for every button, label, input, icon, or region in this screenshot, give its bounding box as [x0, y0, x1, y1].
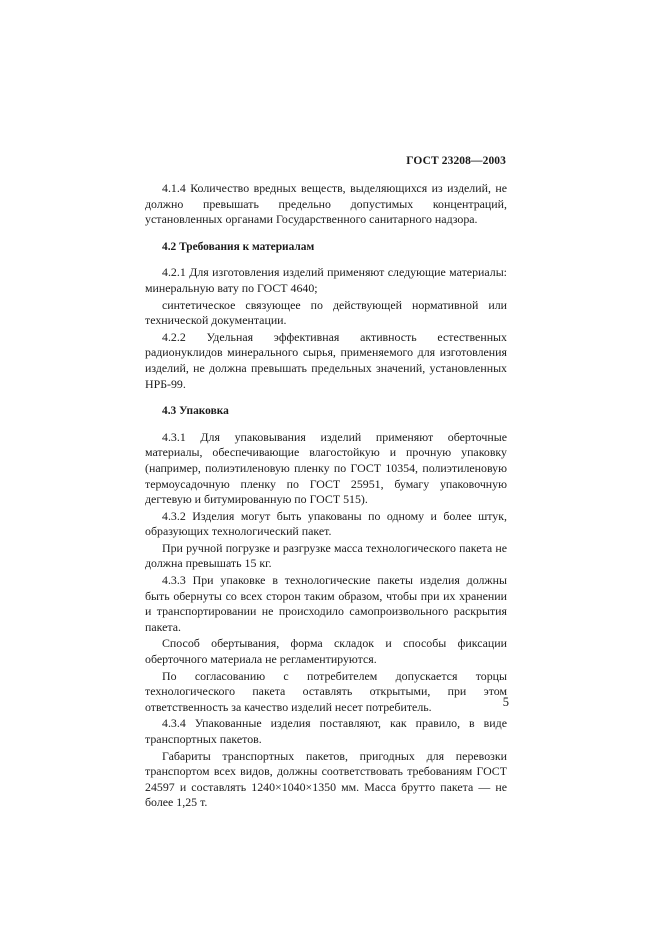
section-title-4-3: 4.3 Упаковка	[162, 405, 229, 418]
document-code: ГОСТ 23208—2003	[406, 155, 506, 167]
paragraph-4-2-1-binder: синтетическое связующее по действующей нормативной или технической документации.	[145, 297, 507, 328]
paragraph-4-3-2: 4.3.2 Изделия могут быть упакованы по одному и более штук, образующих технологический пакет.	[145, 508, 507, 539]
paragraph-4-3-3-agreement: По согласованию с потребителем допускается торцы технологического пакета оставлять открытыми, при этом ответственность за качество изделий несет потребитель.	[145, 668, 507, 714]
paragraph-4-3-1: 4.3.1 Для упаковывания изделий применяют оберточные материалы, обеспечивающие влагостойкую и прочную упаковку (например, полиэтиленовую пленку по ГОСТ 10354, полиэтиленовую термоусадочную пленку по ГОСТ 25951, бумагу упаковочную дегтевую и битумированную по ГОСТ 515).	[145, 429, 507, 507]
section-title-4-2: 4.2 Требования к материалам	[162, 240, 315, 253]
paragraph-4-3-3-method: Способ обертывания, форма складок и способы фиксации оберточного материала не регламентируются.	[145, 636, 507, 667]
paragraph-4-3-4: 4.3.4 Упакованные изделия поставляют, как правило, в виде транспортных пакетов.	[145, 716, 507, 746]
document-body	[145, 181, 507, 812]
paragraph-4-3-2-manual: При ручной погрузке и разгрузке масса технологического пакета не должна превышать 15 кг.	[145, 540, 507, 571]
paragraph-4-1-4: 4.1.4 Количество вредных веществ, выделяющихся из изделий, не должно превышать предельно допустимых концентраций, установленных органами Государственного санитарного надзора.	[145, 181, 507, 227]
paragraph-4-3-4-dimensions: Габариты транспортных пакетов, пригодных для перевозки транспортом всех видов, должны соответствовать требованиям ГОСТ 24597 и составлять 1240×1040×1350 мм. Масса брутто пакета — не более 1,25 т.	[145, 748, 507, 810]
paragraph-4-3-3: 4.3.3 При упаковке в технологические пакеты изделия должны быть обернуты со всех сторон таким образом, чтобы при их хранении и транспортировании не происходило самопроизвольного раскрытия пакета.	[145, 573, 507, 634]
page-number: 5	[502, 695, 509, 709]
paragraph-4-2-2: 4.2.2 Удельная эффективная активность естественных радионуклидов минерального сырья, применяемого для изготовления изделий, не должна превышать предельных значений, установленных НРБ-99.	[145, 329, 507, 391]
paragraph-4-2-1: 4.2.1 Для изготовления изделий применяют следующие материалы: минеральную вату по ГОСТ 4640;	[145, 265, 507, 295]
